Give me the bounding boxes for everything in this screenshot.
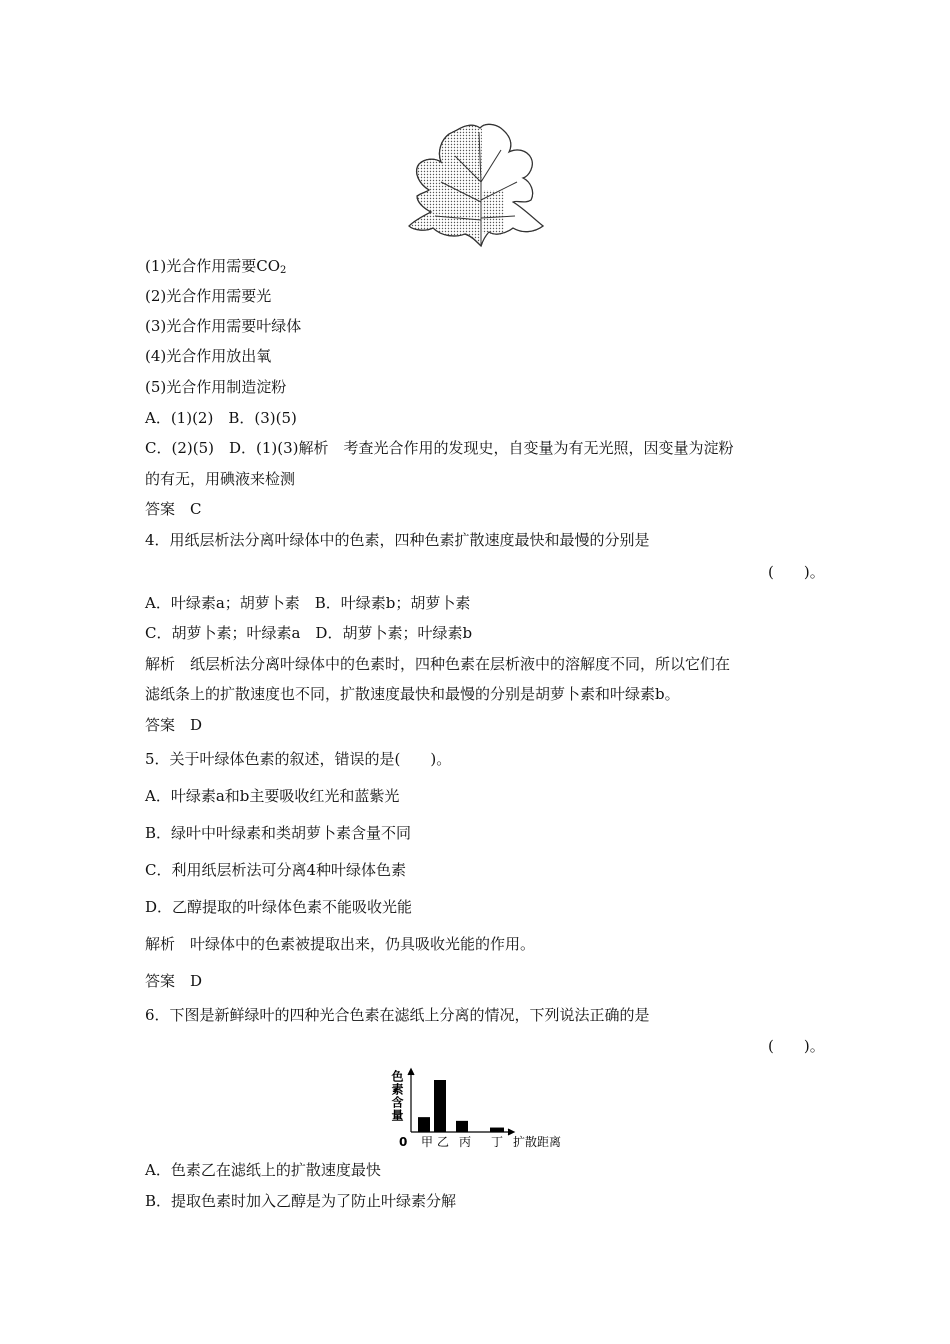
q5-answer: 答案 D (145, 972, 203, 990)
bar-1 (418, 1117, 430, 1132)
q3-choices-ab: A．(1)(2) B．(3)(5) (145, 409, 297, 427)
q6-choice-a: A．色素乙在滤纸上的扩散速度最快 (145, 1161, 381, 1179)
q4-choices-cd: C．胡萝卜素；叶绿素a D．胡萝卜素；叶绿素b (145, 624, 473, 642)
q4-analysis-line1: 解析 纸层析法分离叶绿体中的色素时，四种色素在层析液中的溶解度不同，所以它们在 (145, 655, 731, 673)
leaf-figure (405, 122, 555, 248)
q3-option-3: (3)光合作用需要叶绿体 (145, 317, 302, 335)
q4-question: 4．用纸层析法分离叶绿体中的色素，四种色素扩散速度最快和最慢的分别是 (145, 531, 650, 549)
q4-choices-ab: A．叶绿素a；胡萝卜素 B．叶绿素b；胡萝卜素 (145, 594, 471, 612)
co2-subscript: 2 (280, 265, 287, 276)
q3-choices-cd-analysis: C．(2)(5) D．(1)(3)解析 考查光合作用的发现史，自变量为有无光照，因变量为淀粉 (145, 439, 734, 457)
q3-option-1 (145, 256, 286, 281)
q5-choice-c: C．利用纸层析法可分离4种叶绿体色素 (145, 861, 407, 879)
q5-analysis: 解析 叶绿体中的色素被提取出来，仍具吸收光能的作用。 (145, 935, 536, 953)
chart-bars (418, 1080, 504, 1132)
category-label-1: 甲 (421, 1135, 434, 1149)
q3-answer: 答案 C (145, 500, 202, 518)
q5-choice-a: A．叶绿素a和b主要吸收红光和蓝紫光 (145, 787, 400, 805)
q5-choice-b: B．绿叶中叶绿素和类胡萝卜素含量不同 (145, 824, 412, 842)
q3-analysis-continued: 的有无，用碘液来检测 (145, 470, 296, 488)
q6-answer-paren: ( )。 (768, 1037, 825, 1055)
y-axis-arrow (408, 1069, 414, 1075)
y-axis-label: 色素含量 (390, 1070, 404, 1122)
q6-question: 6．下图是新鲜绿叶的四种光合色素在滤纸上分离的情况，下列说法正确的是 (145, 1006, 650, 1024)
q6-choice-b: B．提取色素时加入乙醇是为了防止叶绿素分解 (145, 1192, 457, 1210)
q5-question: 5．关于叶绿体色素的叙述，错误的是( )。 (145, 750, 452, 768)
q4-analysis-line2: 滤纸条上的扩散速度也不同，扩散速度最快和最慢的分别是胡萝卜素和叶绿素b。 (145, 685, 680, 703)
q3-option-4: (4)光合作用放出氧 (145, 347, 272, 365)
bar-4 (490, 1128, 504, 1132)
q3-option-1-text: (1)光合作用需要CO (145, 257, 281, 275)
bar-3 (456, 1121, 468, 1132)
q4-answer: 答案 D (145, 716, 203, 734)
x-axis-label: 扩散距离 (513, 1135, 562, 1149)
pigment-chart (390, 1066, 570, 1151)
category-label-4: 丁 (491, 1135, 504, 1149)
q5-choice-d: D．乙醇提取的叶绿体色素不能吸收光能 (145, 898, 413, 916)
origin-label: 0 (399, 1135, 408, 1149)
q3-option-2: (2)光合作用需要光 (145, 287, 272, 305)
category-label-3: 丙 (459, 1135, 472, 1149)
chart-category-labels (421, 1135, 503, 1149)
category-label-2: 乙 (437, 1135, 450, 1149)
q3-option-5: (5)光合作用制造淀粉 (145, 378, 287, 396)
q4-answer-paren: ( )。 (768, 563, 825, 581)
bar-2 (434, 1080, 446, 1132)
